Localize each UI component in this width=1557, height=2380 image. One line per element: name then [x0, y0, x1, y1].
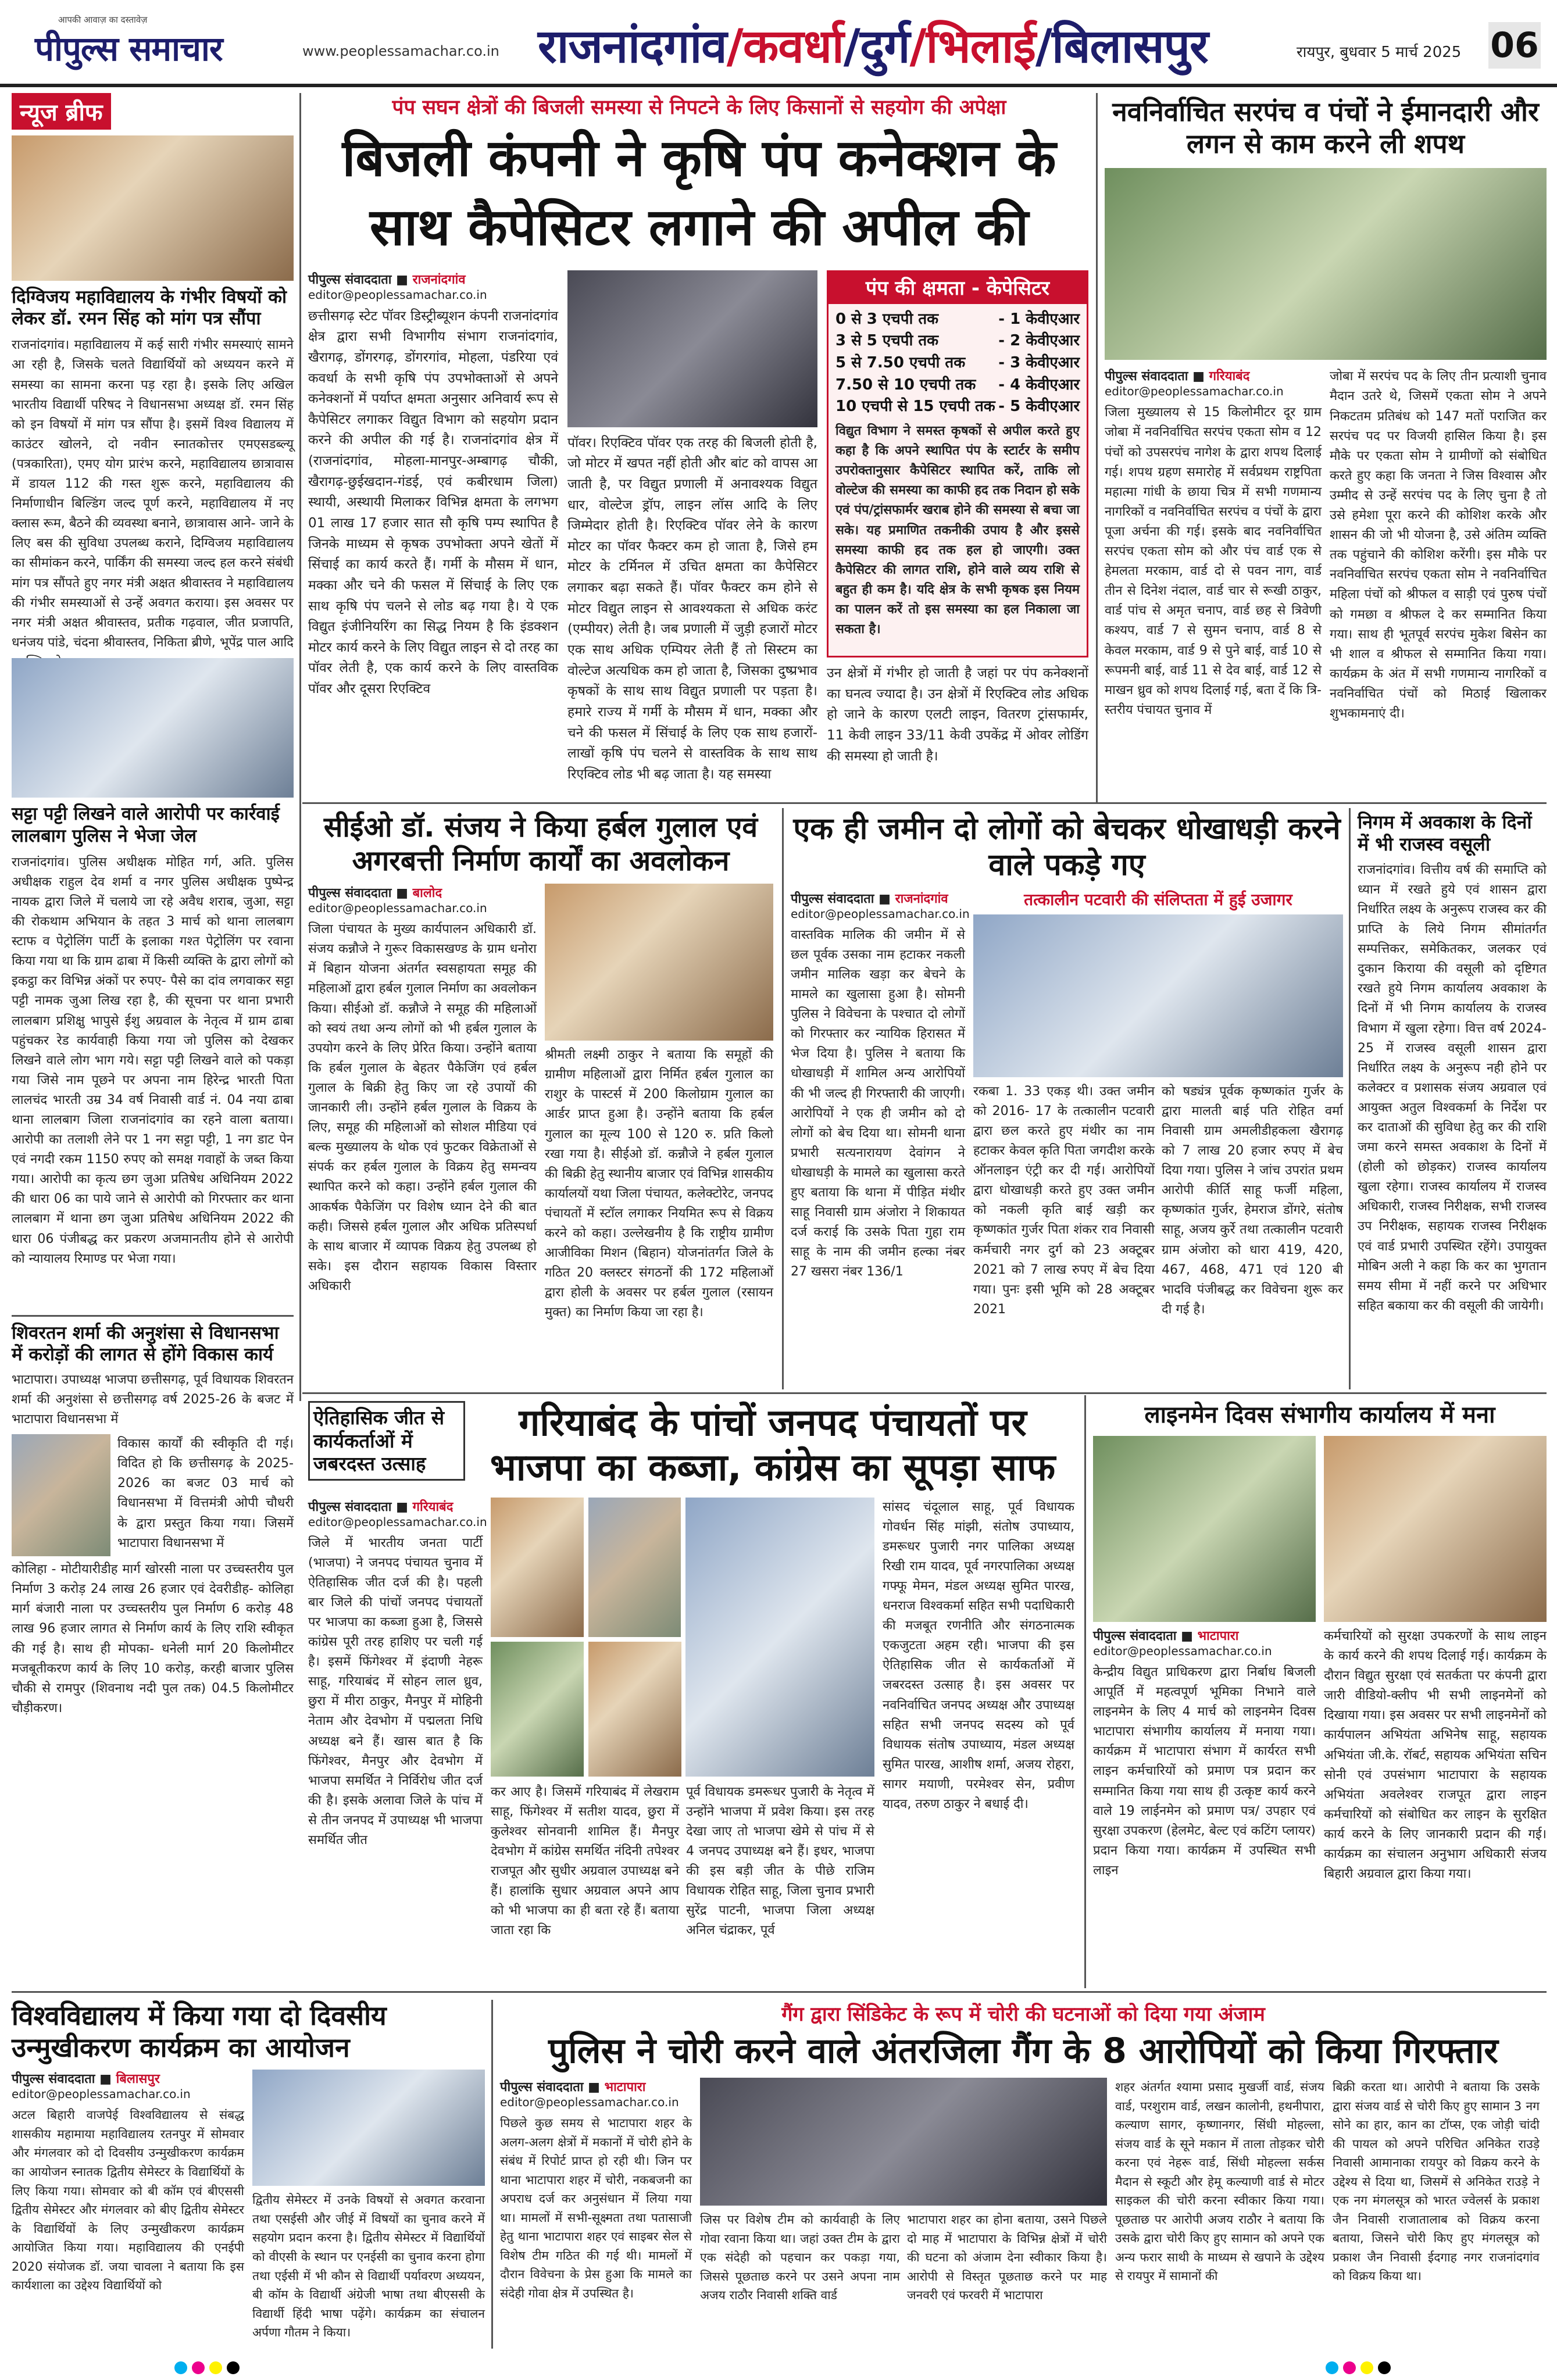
page-number: 06: [1488, 22, 1541, 69]
pump-range: 3 से 5 एचपी तक: [835, 332, 939, 350]
brief-2-body: राजनांदगांव। पुलिस अधीक्षक मोहित गर्ग, अति. पुलिस अधीक्षक राहुल देव शर्मा व नगर पुलिस अधीक्षक पुष्पेन्द्र नायक द्वारा जिले में चलाये जा रहे अवैध शराब, जुआ, सट्टा की रोकथाम अभियान के तहत 3 मार्च को थाना लालबाग स्टाफ व पेट्रोलिंग पार्टी के इलाका गश्त पेट्रोलिंग पर रवाना किया गया था कि ग्राम ढाबा में किसी व्यक्ति के द्वारा लोगों को इकट्ठा कर विभिन्न अंकों पर रुपए- पैसे का दांव लगवाकर सट्टा पट्टी नामक जुआ लिख रहा है, की सूचना पर थाना प्रभारी लालबाग प्रशिक्षु भापुसे ईशु अग्रवाल के नेतृत्व में ग्राम ढाबा पहुंचकर रेड कार्यवाही किया गया जो पुलिस को देखकर लिखने वाले लोग भाग गये। सट्टा पट्टी लिखने वाले को पकड़ा गया जिसे नाम पूछने पर अपना नाम हिरेन्द्र भारती पिता लालचंद भारती उम्र 34 वर्ष निवासी वार्ड नं. 04 नया ढाबा थाना लालबाग जिला राजनांदगांव का रहने वाला बताया। आरोपी का तलाशी लेने पर 1 नग सट्टा पट्टी, 1 नग डाट पेन एवं नगदी रकम 1150 रुपए को समक्ष गवाहों के जब्त किया गया। आरोपी का कृत्य छग जुआ प्रतिषेध अधिनियम 2022 की धारा 06 का पाये जाने से आरोपी को गिरफ्तार कर थाना लालबाग में थाना छग जुआ प्रतिषेध अधिनियम 2022 की धारा 06 पंजीबद्ध कर प्रकरण अजमानतीय होने से आरोपी को न्यायालय रिमाण्ड पर भेजा गया।: [12, 855, 294, 1266]
registration-dot: [1360, 2361, 1373, 2374]
byline-place: राजनांदगांव: [895, 891, 948, 906]
univ-headline: विश्वविद्यालय में किया गया दो दिवसीय उन्मुखीकरण कार्यक्रम का आयोजन: [12, 2000, 387, 2064]
logo-tagline: आपकी आवाज़ का दस्तावेज़: [58, 15, 148, 25]
winner-portrait: [491, 1642, 584, 1777]
print-registration-marks: [0, 2357, 1557, 2380]
sarpanch-col-2: जोबा में सरपंच पद के लिए तीन प्रत्याशी चुनाव मैदान उतरे थे, जिसमें एकता सोम ने अपने निकटतम प्रतिबंध को 147 मतों पराजित कर सरपंच पद पर विजयी हासिल किया है। इस मौके पर एकता सोम ने ग्रामीणों को संबोधित करते हुए कहा कि जनता ने जिस विश्वास और उम्मीद से उन्हें सरपंच पद के लिए चुना है तो उसे हमेशा पूरा करने की कोशिश करके और शासन की जो भी योजना है, उसे अंतिम व्यक्ति तक पहुंचाने की कोशिश करेंगी। इस मौके पर नवनिर्वाचित सरपंच एकता सोम ने नवनिर्वाचित महिला पंचों को श्रीफल व साड़ी एवं पुरुष पंचों को गमछा व श्रीफल दे कर सम्मानित किया गया। साथ ही भूतपूर्व सरपंच मुकेश बिसेन का भी शाल व श्रीफल से सम्मानित किया गया। कार्यक्रम के अंत में सभी गणमान्य नागरिकों व नवनिर्वाचित पंचों को मिठाई खिलाकर शुभकामनाएं दी।: [1330, 369, 1547, 721]
registration-dot: [1326, 2361, 1338, 2374]
city-bhilai: भिलाई: [926, 19, 1035, 73]
lineman-headline: लाइनमेन दिवस संभागीय कार्यालय में मना: [1144, 1402, 1495, 1428]
gang-col-3: भाटापारा शहर का होना बताया, उसने पिछले दो माह में भाटापारा के विभिन्न क्षेत्रों में चोरी की घटना को अंजाम देना स्वीकार किया है। आरोपी से विस्तृत पूछताछ करने पर माह जनवरी एवं फरवरी में भाटापारा: [907, 2213, 1107, 2303]
brief-photo-accused: [12, 658, 294, 798]
land-email[interactable]: editor@peoplessamachar.co.in: [791, 906, 970, 921]
lead-col-4: उन क्षेत्रों में गंभीर हो जाती है जहां पर पंप कनेक्शनों का घनत्व ज्यादा है। उन क्षेत्रों में रिएक्टिव लोड अधिक हो जाने के कारण एलटी लाइन, वितरण ट्रांसफार्मर, 11 केवी लाइन 33/11 केवी उपकेंद्र में ओवर लोडिंग की समस्या हो जाती है।: [827, 666, 1088, 764]
news-brief-column: [12, 93, 294, 1752]
lead-story: [308, 93, 1090, 814]
lineman-byline: पीपुल्स संवाददाता ■ भाटापारा: [1093, 1629, 1239, 1643]
byline-reporter: पीपुल्स संवाददाता: [12, 2072, 95, 2087]
byline-reporter: पीपुल्स संवाददाता: [1105, 369, 1188, 384]
land-fraud-story: [791, 811, 1343, 1385]
gariaband-headline: गरियाबंद के पांचों जनपद पंचायतों पर भाजपा का कब्जा, कांग्रेस का सूपड़ा साफ: [490, 1402, 1056, 1489]
lead-kicker: पंप सघन क्षेत्रों की बिजली समस्या से निपटने के लिए किसानों से सहयोग की अपेक्षा: [392, 96, 1006, 119]
byline-reporter: पीपुल्स संवाददाता: [308, 272, 392, 287]
capacitor-table-title: पंप की क्षमता - केपेसिटर: [827, 270, 1088, 304]
byline-place: भाटापारा: [604, 2080, 646, 2095]
registration-dot: [1378, 2361, 1391, 2374]
site-url[interactable]: www.peoplessamachar.co.in: [302, 43, 499, 59]
brief-photo-memorandum: [12, 135, 294, 281]
masthead: [0, 0, 1557, 87]
sarpanch-story: [1105, 96, 1547, 768]
row-rule: [302, 1392, 1547, 1394]
byline-place: भाटापारा: [1197, 1629, 1239, 1643]
gang-col-4: शहर अंतर्गत श्यामा प्रसाद मुखर्जी वार्ड, संजय वार्ड, परशुराम वार्ड, लखन कालोनी, हथनीपारा, कल्याण सागर, कृष्णानगर, सिंधी मोहल्ला, संजय वार्ड के सूने मकान में ताला तोड़कर चोरी करना एवं नेहरू वार्ड, सिंधी मोहल्ला सर्कस मैदान से स्कूटी और हेमू कल्याणी वार्ड से मोटर साइकल की चोरी करना स्वीकार किया गया। पूछताछ पर आरोपी अजय राठौर ने बताया कि उसके द्वारा चोरी किए हुए सामान को अपने एक अन्य फरार साथी के माध्यम से खपाने के उद्देश्य से रायपुर में सामानों की: [1115, 2080, 1324, 2283]
capacitor-table: [827, 304, 1088, 657]
lead-photo-capacitor: [567, 270, 817, 427]
column-rule: [299, 93, 301, 1401]
gang-arrest-photo: [700, 2078, 1107, 2206]
city-edition-title: राजनांदगांव/कवर्धा/दुर्ग/भिलाई/बिलासपुर: [538, 19, 1208, 73]
capacitor-value: - 5 केवीएआर: [998, 398, 1080, 416]
lineman-photo-2: [1324, 1436, 1547, 1622]
gariaband-col-3: पूर्व विधायक डमरूधर पुजारी के नेतृत्व में उन्होंने भाजपा में प्रवेश किया। इस तरह देखा जाए तो भाजपा खेमे से पांच में से 4 जनपद उपाध्यक्ष बने हैं। इधर, भाजपा की इस बड़ी जीत के पीछे राजिम विधायक रोहित साहू, जिला चुनाव प्रभारी सुरेंद्र पाटनी, भाजपा जिला अध्यक्ष अनिल चंद्राकर, पूर्व: [686, 1784, 874, 1938]
registration-dot: [227, 2361, 240, 2374]
row-rule: [12, 1991, 1547, 1993]
column-rule: [491, 2000, 493, 2349]
brief-3-portrait: [12, 1434, 110, 1556]
capacitor-value: - 1 केवीएआर: [998, 310, 1080, 328]
byline-place: राजनांदगांव: [412, 272, 466, 287]
column-rule: [782, 808, 784, 1389]
byline-place: बालोद: [412, 886, 442, 901]
gariaband-col-2: कर आए है। जिसमें गरियाबंद में लेखराम साहू, फिंगेश्वर में सतीश यादव, छुरा में कुलेश्वर सोनवानी शामिल हैं। मैनपुर देवभोग में कांग्रेस समर्थित नंदिनी तपेश्वर राजपूत और सुधीर अग्रवाल उपाध्यक्ष बने हैं। हालांकि सुधार अग्रवाल अपने आप को भी भाजपा का ही बता रहे हैं। बताया जाता रहा कि: [491, 1784, 679, 1938]
sarpanch-email[interactable]: editor@peoplessamachar.co.in: [1105, 384, 1284, 399]
gariaband-side-head: ऐतिहासिक जीत से कार्यकर्ताओं में जबरदस्त उत्साह: [308, 1401, 465, 1481]
ceo-col-2: श्रीमती लक्ष्मी ठाकुर ने बताया कि समूहों की ग्रामीण महिलाओं द्वारा निर्मित हर्बल गुलाल का राशुर के पास्टर्स में 200 किलोग्राम गुलाल का आर्डर प्राप्त हुआ है। उन्होंने बताया कि हर्बल गुलाल का मूल्य 100 से 120 रु. प्रति किलो रखा गया है। सीईओ डॉ. कन्नौजे ने हर्बल गुलाल की बिक्री हेतु स्थानीय बाजार एवं विभिन्न शासकीय कार्यालयों यथा जिला पंचायत, कलेक्टोरेट, जनपद पंचायतों में स्टॉल लगाकर नियमित रूप से विक्रय करने को कहा। उल्लेखनीय है कि राष्ट्रीय ग्रामीण आजीविका मिशन (बिहान) योजनांतर्गत जिले के गठित 20 क्लस्टर संगठनों की 172 महिलाओं द्वारा होली के अवसर पर हर्बल गुलाल (रसायन मुक्त) का निर्माण किया जा रहा है।: [545, 1048, 773, 1320]
ceo-col-1: जिला पंचायत के मुख्य कार्यपालन अधिकारी डॉ. संजय कन्नौजे ने गुरूर विकासखण्ड के ग्राम धनोरा में बिहान योजना अंतर्गत स्वसहायता समूह की महिलाओं द्वारा हर्बल गुलाल निर्माण का अवलोकन किया। सीईओ डॉ. कन्नौजे ने समूह की महिलाओं को स्वयं तथा अन्य लोगों को भी हर्बल गुलाल के उपयोग करने के लिए प्रेरित किया। उन्होंने बताया कि हर्बल गुलाल के बेहतर पैकेजिंग एवं हर्बल गुलाल के बिक्री हेतु किए जा रहे उपायों की जानकारी ली। उन्होंने हर्बल गुलाल के विक्रय के लिए, समूह की महिलाओं को सोशल मीडिया एवं बल्क मुख्यालय के थोक एवं फुटकर विक्रेताओं से संपर्क कर हर्बल गुलाल के विक्रय हेतु समन्वय स्थापित करने को कहा। उन्होंने हर्बल गुलाल की आकर्षक पैकेजिंग पर विशेष ध्यान देने की बात कही। जिससे हर्बल गुलाल और अधिक प्रतिस्पर्धा के साथ बाजार में व्यापक विक्रय हेतु उपलब्ध हो सके। इस दौरान सहायक विकास विस्तार अधिकारी: [308, 922, 537, 1293]
gang-headline: पुलिस ने चोरी करने वाले अंतरजिला गैंग के 8 आरोपियों को किया गिरफ्तार: [548, 2031, 1498, 2071]
land-accused-photo: [973, 914, 1343, 1077]
gang-col-2: जिस पर विशेष टीम को कार्यवाही के लिए गोवा रवाना किया था। जहां उक्त टीम के द्वारा एक संदेही को पहचान कर पकड़ा गया, जिससे पूछताछ करने पर उसने अपना नाम अजय राठौर निवासी शक्ति वार्ड: [700, 2213, 900, 2303]
land-headline: एक ही जमीन दो लोगों को बेचकर धोखाधड़ी करने वाले पकड़े गए: [793, 812, 1341, 883]
gariaband-story: [308, 1401, 1076, 1941]
university-story: [12, 2000, 485, 2347]
pump-range: 10 एचपी से 15 एचपी तक: [835, 398, 995, 416]
gariaband-col-4: सांसद चंदूलाल साहू, पूर्व विधायक गोवर्धन सिंह मांझी, संतोष उपाध्याय, डमरूधर पुजारी नगर पालिका अध्यक्ष रिखी राम यादव, पूर्व नगरपालिका अध्यक्ष गफ्फू मेमन, मंडल अध्यक्ष सुमित पारख, धनराज विश्वकर्मा सहित सभी पदाधिकारी की मजबूत रणनीति और संगठनात्मक एकजुटता अहम रही। भाजपा की इस ऐतिहासिक जीत से कार्यकर्ताओं में जबरदस्त उत्साह है। इस अवसर पर नवनिर्वाचित जनपद अध्यक्ष और उपाध्यक्ष सहित सभी जनपद सदस्य को पूर्व विधायक संतोष उपाध्याय, मंडल अध्यक्ष सुमित पारख, आशीष शर्मा, अजय रोहरा, सागर मयाणी, परमेश्वर सेन, प्रवीण यादव, तरुण ठाकुर ने बधाई दी।: [883, 1499, 1074, 1811]
gang-col-1: पिछले कुछ समय से भाटापारा शहर के अलग-अलग क्षेत्रों में मकानों में चोरी होने के संबंध में रिपोर्ट प्राप्त हो रही थी। जिन पर थाना भाटापारा शहर में चोरी, नकबजनी का अपराध दर्ज कर अनुसंधान में लिया गया था। मामलों में सभी-सूक्ष्मता तथा पतासाजी हेतु थाना भाटापारा शहर एवं साइबर सेल से विशेष टीम गठित की गई थी। मामलों में दौरान विवेचना के प्रेस हुआ कि मामले का संदेही गोवा क्षेत्र में उपस्थित है।: [500, 2116, 692, 2300]
capacitor-value: - 2 केवीएआर: [998, 332, 1080, 350]
univ-col-1: अटल बिहारी वाजपेई विश्वविद्यालय से संबद्ध शासकीय महामाया महाविद्यालय रतनपुर में सोमवार और मंगलवार को दो दिवसीय उन्मुखीकरण कार्यक्रम का आयोजन स्नातक द्वितीय सेमेस्टर के विद्यार्थियों के लिए किया गया। सोमवार को बी कॉम एवं बीएससी द्वितीय सेमेस्टर और मंगलवार को बीए द्वितीय सेमेस्टर के विद्यार्थियों के लिए उन्मुखीकरण कार्यक्रम आयोजित किया गया। महाविद्यालय की एनईपी 2020 संयोजक डॉ. जया चावला ने बताया कि इस कार्यशाला का उद्देश्य विद्यार्थियों को: [12, 2108, 244, 2293]
byline-reporter: पीपुल्स संवाददाता: [791, 891, 874, 906]
byline-reporter: पीपुल्स संवाददाता: [308, 886, 392, 901]
univ-byline: पीपुल्स संवाददाता ■ बिलासपुर: [12, 2072, 160, 2087]
byline-reporter: पीपुल्स संवाददाता: [1093, 1629, 1177, 1643]
brief-3-lead: भाटापारा। उपाध्यक्ष भाजपा छत्तीसगढ़, पूर्व विधायक शिवरतन शर्मा की अनुशंसा से छत्तीसगढ़ वर्ष 2025-26 के बजट में भाटापारा विधानसभा में: [12, 1373, 294, 1427]
city-durg: दुर्ग: [859, 19, 910, 73]
lead-headline: बिजली कंपनी ने कृषि पंप कनेक्शन के साथ कैपेसिटर लगाने की अपील की: [342, 128, 1056, 257]
nigam-body: राजनांदगांव। वित्तीय वर्ष की समाप्ति को ध्यान में रखते हुये एवं शासन द्वारा निर्धारित लक्ष्य के अनुरूप राजस्व कर की प्राप्ति के लिये निगम सीमांतर्गत सम्पत्तिकर, समेकितकर, जलकर एवं दुकान किराया की वसूली को दृष्टिगत रखते हुये निगम कार्यालय अवकाश के दिनों में भी निगम कार्यालय के राजस्व विभाग में खुला रहेगा। वित्त वर्ष 2024-25 में राजस्व वसूली शासन द्वारा निर्धारित लक्ष्य के अनुरूप नही होने पर कलेक्टर व प्रशासक संजय अग्रवाल एवं आयुक्त अतुल विश्वकर्मा के निर्देश पर कर दाताओं की सुविधा हेतु कर की राशि जमा करने समस्त अवकाश के दिनों में (होली को छोड़कर) राजस्व कार्यालय खुला रहेगा। राजस्व कार्यालय में राजस्व अधिकारी, राजस्व निरीक्षक, सभी राजस्व उप निरीक्षक, सहायक राजस्व निरीक्षक एवं वार्ड प्रभारी उपस्थित रहेंगे। उपायुक्त मोबिन अली ने कहा कि कर का भुगतान समय सीमा में नहीं करने पर अधिभार सहित बकाया कर की वसूली की जायेगी।: [1358, 862, 1547, 1313]
sarpanch-byline: पीपुल्स संवाददाता ■ गरियाबंद: [1105, 369, 1250, 384]
land-col-3: को षड्यंत्र पूर्वक कृष्णकांत गुर्जर के द्वारा मालती बाई पति रोहित वर्मा निवासी ग्राम अमलीडीहकला खैरागढ़ को 7 लाख 20 हजार रुपए में बेच दिया गया। पुलिस ने जांच उपरांत प्रथम आरोपी कीर्ति साहू फर्जी महिला, कृष्णकांत गुर्जर, हेमराज डोंगरे, संतोष साहू, अजय कुर्रे तथा तत्कालीन पटवारी ग्राम अंजोरा को धारा 419, 420, 467, 468, 471 एवं 120 बी भादवि पंजीबद्ध कर विवेचना शुरू कर दी गई है।: [1162, 1084, 1343, 1317]
capacitor-row: [835, 352, 1080, 374]
byline-reporter: पीपुल्स संवाददाता: [308, 1499, 392, 1514]
lineman-story: [1093, 1401, 1547, 1900]
gang-kicker: गैंग द्वारा सिंडिकेट के रूप में चोरी की घटनाओं को दिया गया अंजाम: [781, 2003, 1265, 2026]
dateline: रायपुर, बुधवार 5 मार्च 2025: [1297, 44, 1462, 61]
pump-range: 0 से 3 एचपी तक: [835, 310, 939, 328]
lead-col-2: पॉवर। रिएक्टिव पॉवर एक तरह की बिजली होती है, जो मोटर में खपत नहीं होती और बांट को वापस आ जाती है, पर विद्युत प्रणाली में अनावश्यक विद्युत धार, वोल्टेज ड्रॉप, लाइन लॉस आदि के लिए जिम्मेदार होती है। रिएक्टिव पॉवर लेने के कारण मोटर का पॉवर फैक्टर कम हो जाता है, जिसे हम मोटर के टर्मिनल में उचित क्षमता का कैपेसिटर लगाकर बढ़ा सकते हैं। पॉवर फैक्टर कम होने से मोटर विद्युत लाइन से आवश्यकता से अधिक करंट (एम्पीयर) लेती है। जब प्रणाली में जुड़ी हजारों मोटर एक साथ अधिक एम्पियर लेती हैं तो सिस्टम का वोल्टेज अत्यधिक कम हो जाता है, जिसका दुष्प्रभाव कृषकों के साथ साथ विद्युत प्रणाली पर पड़ता है। हमारे राज्य में गर्मी के मौसम में धान, मक्का और चने की फसल में सिंचाई के लिए एक साथ हजारों- लाखों कृषि पंप चलने से वास्तविक के साथ साथ रिएक्टिव लोड भी बढ़ जाता है। यह समस्या: [567, 435, 817, 782]
sarpanch-col-1: जिला मुख्यालय से 15 किलोमीटर दूर ग्राम जोबा में नवनिर्वाचित सरपंच एकता सोम व 12 पंचों को उपसरपंच नागेश के द्वारा शपथ दिलाई गई। शपथ ग्रहण समारोह में सर्वप्रथम राष्ट्रपिता महात्मा गांधी के छाया चित्र में सभी गणमान्य नागरिकों व नवनिर्वाचित सरपंच व पंचों के द्वारा पूजा अर्चना की गई। इसके बाद नवनिर्वाचित सरपंच एकता सोम को और पंच वार्ड एक से हेमलता मरकाम, वार्ड दो से पवन नाग, वार्ड तीन से दिनेश नंदाल, वार्ड चार से रूखी ठाकुर, वार्ड पांच से अमृत चनाप, वार्ड छह से त्रिवेणी कश्यप, वार्ड 7 से सुमन चनाप, वार्ड 8 से केवल मरकाम, वार्ड 9 से पुने बाई, वार्ड 10 से रूपमनी बाई, वार्ड 11 से देव बाई, वार्ड 12 से माखन ध्रुव को शपथ दिलाई गई, बता दें कि त्रि-स्तरीय पंचायत चुनाव में: [1105, 405, 1322, 717]
sarpanch-oath-photo: [1105, 168, 1547, 360]
land-col-2: रकबा 1. 33 एकड़ थी। उक्त जमीन को 2016- 17 के तत्कालीन पटवारी द्वारा छल करते हुए मंथीर का नाम हटाकर केवल कृति पिता जगदीश करके ऑनलाइन एंट्री कर दी गई। आरोपियों द्वारा धोखाधड़ी करते हुए उक्त जमीन को नकली कृति बाई खड़ी कर कृष्णकांत गुर्जर पिता शंकर राव निवासी कर्मचारी नगर दुर्ग को 23 अक्टूबर 2021 को 7 लाख रुपए में बेच दिया गया। पुनः इसी भूमि को 28 अक्टूबर 2021: [973, 1084, 1155, 1317]
gariaband-byline: पीपुल्स संवाददाता ■ गरियाबंद: [308, 1499, 453, 1514]
ceo-inspection-photo: [545, 884, 773, 1041]
registration-dot: [192, 2361, 205, 2374]
capacitor-value: - 4 केवीएआर: [998, 376, 1080, 394]
byline-reporter: पीपुल्स संवाददाता: [500, 2080, 584, 2095]
nigam-story: [1358, 811, 1547, 1355]
gang-email[interactable]: editor@peoplessamachar.co.in: [500, 2095, 679, 2109]
land-col-1: वास्तविक मालिक की जमीन में से छल पूर्वक उसका नाम हटाकर नकली जमीन मालिक खड़ा कर बेचने के मामले का खुलासा हुआ है। सोमनी पुलिस ने विवेचना के पश्चात दो लोगों को गिरफ्तार कर न्यायिक हिरासत में भेज दिया है। पुलिस ने बताया कि धोखाधड़ी में शामिल अन्य आरोपियों की भी जल्द ही गिरफ्तारी की जाएगी। आरोपियों ने एक ही जमीन को दो लोगों को बेच दिया था। सोमनी थाना प्रभारी सत्यनारायण देवांगन ने धोखाधड़ी के मामले का खुलासा करते हुए बताया कि थाना में पीड़ित मंथीर साहू निवासी ग्राम अंजोरा ने शिकायत दर्ज कराई कि उसके पिता गुहा राम साहू के नाम की जमीन हल्का नंबर 27 खसरा नंबर 136/1: [791, 927, 965, 1280]
lineman-col-1: केन्द्रीय विद्युत प्राधिकरण द्वारा निर्बाध बिजली आपूर्ति में महत्वपूर्ण भूमिका निभाने वाले लाइनमेन के लिए 4 मार्च को लाइनमेन दिवस भाटापारा संभागीय कार्यालय में मनाया गया। कार्यक्रम में भाटापारा संभाग में कार्यरत सभी लाइन कर्मचारियों को प्रमाण पत्र प्रदान कर सम्मानित किया गया साथ ही उत्कृष्ट कार्य करने वाले 19 लाईनमेन को प्रमाण पत्र/ उपहार एवं सुरक्षा उपकरण (हेलमेट, बेल्ट एवं कटिंग प्लायर) प्रदान किया गया। कार्यक्रम में उपस्थित सभी लाइन: [1093, 1665, 1316, 1878]
brief-3-side: विकास कार्यों की स्वीकृति दी गई। विदित हो कि छत्तीसगढ़ के 2025- 2026 का बजट 03 मार्च को विधानसभा में वित्तमंत्री ओपी चौधरी के द्वारा प्रस्तुत किया गया। जिसमें भाटापारा विधानसभा में: [117, 1436, 294, 1550]
lineman-col-2: कर्मचारियों को सुरक्षा उपकरणों के साथ लाइन के कार्य करने की शपथ दिलाई गई। कार्यक्रम के दौरान विद्युत सुरक्षा एवं सतर्कता पर कंपनी द्वारा जारी वीडियो-क्लीप भी सभी लाइनमेनों को दिखाया गया। इस अवसर पर सभी लाइनमेनों को कार्यपालन अभियंता अभिनेष साहू, सहायक अभियंता जी.के. रॉबर्ट, सहायक अभियंता सचिन सोनी एवं उपसंभाग भाटापारा के सहायक अभियंता अवलेश्वर राजपूत द्वारा लाइन कर्मचारियों को संबोधित कर लाइन के सुरक्षित कार्य करने के लिए जानकारी प्रदान की गई। कार्यक्रम का संचालन अनुभाग अधिकारी संजय बिहारी अग्रवाल द्वारा किया गया।: [1324, 1629, 1547, 1882]
gariaband-email[interactable]: editor@peoplessamachar.co.in: [308, 1514, 487, 1529]
pump-range: 7.50 से 10 एचपी तक: [835, 376, 976, 394]
univ-col-2: द्वितीय सेमेस्टर में उनके विषयों से अवगत करवाना तथा एसईसी और जीई में विषयों का चुनाव करने में सहयोग प्रदान करना है। द्वितीय सेमेस्टर में विद्यार्थियों को वीएसी के स्थान पर एनईसी का चुनाव करना होगा तथा एईसी में भी कौन से विद्यार्थी पर्यावरण अध्ययन, बी कॉम के विद्यार्थी अंग्रेजी भाषा तथा बीएससी के विद्यार्थी हिंदी भाषा पढ़ेंगे। कार्यक्रम का संचालन अर्पणा गौतम ने किया।: [252, 2193, 485, 2340]
land-subheadline: तत्कालीन पटवारी की संलिप्तता में हुई उजागर: [1024, 889, 1292, 909]
byline-place: गरियाबंद: [1209, 369, 1250, 384]
capacitor-appeal: विद्युत विभाग ने समस्त कृषकों से अपील करते हुए कहा है कि अपने स्थापित पंप के स्टार्टर के समीप उपरोक्तानुसार कैपेसिटर स्थापित करें, ताकि लो वोल्टेज की समस्या का काफी हद तक निदान हो सके एवं पंप/ट्रांसफार्मर खराब होने की समस्या से बचा जा सके। यह प्रमाणित तकनीकी उपाय है और इससे समस्या काफी हद तक हल हो जाएगी। उक्त कैपेसिटर की लागत राशि, होने वाले व्यय राशि से बहुत ही कम है। यदि क्षेत्र के सभी कृषक इस नियम का पालन करें तो इस समस्या का हल निकाला जा सकता है।: [835, 424, 1080, 637]
byline-place: गरियाबंद: [412, 1499, 453, 1514]
registration-dot: [174, 2361, 187, 2374]
capacitor-row: [835, 330, 1080, 352]
univ-photo: [252, 2070, 485, 2186]
lead-email[interactable]: editor@peoplessamachar.co.in: [308, 287, 487, 302]
ceo-story: [308, 811, 773, 1385]
ceo-headline: सीईओ डॉ. संजय ने किया हर्बल गुलाल एवं अगरबत्ती निर्माण कार्यों का अवलोकन: [323, 811, 758, 877]
registration-dot: [209, 2361, 222, 2374]
lead-byline: पीपुल्स संवाददाता ■ राजनांदगांव: [308, 272, 466, 287]
pump-range: 5 से 7.50 एचपी तक: [835, 353, 966, 371]
byline-place: बिलासपुर: [116, 2072, 160, 2087]
gang-col-5: बिक्री करता था। आरोपी ने बताया कि उसके द्वारा संजय वार्ड से चोरी किए हुए सामान 3 नग सोने का हार, कान का टॉप्स, एक जोड़ी चांदी की पायल को अपने परिचित अनिकेत राउड़े निवासी आमानाका रायपुर को विक्रय करने के उद्देश्य से दिया था, जिसमें से अनिकेत राउड़े ने एक नग मंगलसूत्र को भारत ज्वेलर्स के प्रकाश जैन निवासी राजातालाब को विक्रय करना बताया, जिसने चोरी किए हुए मंगलसूत्र को प्रकाश जैन निवासी ईदगाह नगर राजनांदगांव को विक्रय किया था।: [1333, 2080, 1540, 2283]
brief-3-headline: शिवरतन शर्मा की अनुशंसा से विधानसभा में करोड़ों की लागत से होंगे विकास कार्य: [12, 1315, 294, 1366]
brief-2-headline: सट्टा पट्टी लिखने वाले आरोपी पर कार्रवाई लालबाग पुलिस ने भेजा जेल: [12, 803, 280, 846]
nigam-headline: निगम में अवकाश के दिनों में भी राजस्व वसूली: [1358, 811, 1532, 856]
logo-text: पीपुल्स समाचार: [35, 29, 223, 69]
ceo-email[interactable]: editor@peoplessamachar.co.in: [308, 901, 487, 916]
city-rajnandgaon: राजनांदगांव: [538, 19, 727, 73]
land-byline: पीपुल्स संवाददाता ■ राजनांदगांव: [791, 891, 948, 906]
brief-3-body: कोलिहा - मोटीयारीडीह मार्ग खोरसी नाला पर उच्चस्तरीय पुल निर्माण 3 करोड़ 24 लाख 26 हजार एवं देवरीडीह- कोलिहा मार्ग बंजारी नाला पर उच्चस्तरीय पुल निर्माण 6 करोड़ 48 लाख 96 हजार लागत से निर्माण कार्य के लिए राशि स्वीकृत की गई है। साथ ही मोपका- धनेली मार्ग 20 किलोमीटर मजबूतीकरण कार्य के लिए 10 करोड़, करही बाजार पुलिस चौकी से रामपुर (शिवनाथ नदी पुल तक) 04.5 किलोमीटर चौड़ीकरण।: [12, 1562, 294, 1716]
newspaper-logo: [35, 16, 256, 72]
gariaband-col-1: जिले में भारतीय जनता पार्टी (भाजपा) ने जनपद पंचायत चुनाव में ऐतिहासिक जीत दर्ज की है। पहली बार जिले की पांचों जनपद पंचायतों पर भाजपा का कब्जा हुआ है, जिससे कांग्रेस पूरी तरह हाशिए पर चली गई है। इसमें फिंगेश्वर में इंदाणी नेहरू साहू, गरियाबंद में सोहन लाल ध्रुव, छुरा में मीरा ठाकुर, मैनपुर में मोहिनी नेताम और देवभोग में पद्मलता निधि अध्यक्ष बने हैं। खास बात है कि फिंगेश्वर, मैनपुर और देवभोग में भाजपा समर्थित ने निर्विरोध जीत दर्ज की है। इसके अलावा जिले के पांच में से तीन जनपद में उपाध्यक्ष भी भाजपा समर्थित जीत: [308, 1535, 483, 1847]
registration-dot: [1343, 2361, 1356, 2374]
univ-email[interactable]: editor@peoplessamachar.co.in: [12, 2087, 191, 2102]
capacitor-row: [835, 309, 1080, 331]
column-rule: [1349, 808, 1351, 1389]
lead-col-1: छत्तीसगढ़ स्टेट पॉवर डिस्ट्रीब्यूशन कंपनी राजनांदगांव क्षेत्र द्वारा सभी विभागीय संभाग राजनांदगांव, खैरागढ़, डोंगरगढ़, डोंगरगांव, मोहला, पंडरिया एवं कवर्धा के सभी कृषि पंप उपभोक्ताओं से अपने कनेक्शनों में पर्याप्त क्षमता अनुसार अनिवार्य रूप से कैपेसिटर लगाकर विद्युत विभाग को सहयोग प्रदान करने की अपील की गई है। राजनांदगांव क्षेत्र में (राजनांदगांव, मोहला-मानपुर-अम्बागढ़ चौकी, खैरागढ़-छुईखदान-गंडई, एवं कबीरधाम जिला) स्थायी, अस्थायी मिलाकर विभिन्न क्षमता के लगभग 01 लाख 17 हजार सात सौ कृषि पम्प स्थापित है जिनके माध्यम से कृषक उपभोक्ता अपने खेतों में सिंचाई का कार्य करते हैं। गर्मी के मौसम में धान, मक्का और चने की फसल में सिंचाई के लिए एक साथ कृषि पंप चलने से लोड बढ़ गया है। ये एक विद्युत इंजीनियरिंग का सिद्ध नियम है कि इंडक्शन मोटर कार्य करने के लिए विद्युत लाइन से दो तरह का पॉवर लेती है, एक कार्य करने के लिए वास्तविक पॉवर और दूसरा रिएक्टिव: [308, 308, 558, 697]
brief-1-headline: दिग्विजय महाविद्यालय के गंभीर विषयों को लेकर डॉ. रमन सिंह को मांग पत्र सौंपा: [12, 287, 287, 330]
lineman-email[interactable]: editor@peoplessamachar.co.in: [1093, 1644, 1272, 1658]
column-rule: [1084, 1395, 1086, 1988]
winner-portrait-large: [685, 1498, 874, 1777]
city-bilaspur: बिलासपुर: [1052, 19, 1208, 73]
lineman-photo: [1093, 1436, 1316, 1622]
capacitor-value: - 3 केवीएआर: [998, 353, 1080, 371]
capacitor-row: [835, 374, 1080, 396]
winner-portrait: [491, 1498, 584, 1637]
brief-1-body: राजनांदगांव। महाविद्यालय में कई सारी गंभीर समस्याएं सामने आ रही है, जिसके चलते विद्यार्थियों को अध्ययन करने में समस्या का सामना करना पड़ रहा है। इसके लिए अखिल भारतीय विद्यार्थी परिषद ने विधानसभा अध्यक्ष डॉ. रमन सिंह को इन विषयों में मांग पत्र सौंपा है। इसमें विश्व विद्यालय में काउंटर खोलने, दो नवीन स्नातकोत्तर एमएसडब्ल्यू (पत्रकारिता), एमए योग प्रारंभ करने, महाविद्यालय छात्रावास में डायल 112 की गस्त शुरू करने, महाविद्यालय की निर्माणाधीन बिल्डिंग जल्द पूर्ण करने, महाविद्यालय में नए क्लास रूम, बैठने की व्यवस्था बनाने, छात्रावास आने- जाने के लिए बस की सुविधा उपलब्ध कराने, दिग्विजय महाविद्यालय का सीमांकन करने, पार्किंग की समस्या जल्द हल करने संबंधी मांग पत्र सौंपते हुए नगर मंत्री अक्षत श्रीवास्तव ने महाविद्यालय की गंभीर समस्याओं से उन्हें अवगत कराया। इस अवसर पर नगर मंत्री अक्षत श्रीवास्तव, प्रतीक गढ़वाल, जीत प्रजापति, धनंजय पांडे, चंदना श्रीवास्तव, निकिता ब्रीणे, भूपेंद्र पाल आदि: [12, 338, 294, 650]
capacitor-row: [835, 396, 1080, 418]
column-rule: [1096, 93, 1098, 802]
sarpanch-headline: नवनिर्वाचित सरपंच व पंचों ने ईमानदारी और लगन से काम करने ली शपथ: [1112, 96, 1539, 160]
ceo-byline: पीपुल्स संवाददाता ■ बालोद: [308, 886, 442, 901]
city-kawardha: कवर्धा: [742, 19, 844, 73]
gang-byline: पीपुल्स संवाददाता ■ भाटापारा: [500, 2080, 646, 2095]
gang-story: [500, 2000, 1547, 2316]
winner-portrait: [588, 1498, 681, 1637]
winner-portrait: [588, 1642, 681, 1777]
news-brief-label: न्यूज ब्रीफ: [12, 93, 111, 130]
